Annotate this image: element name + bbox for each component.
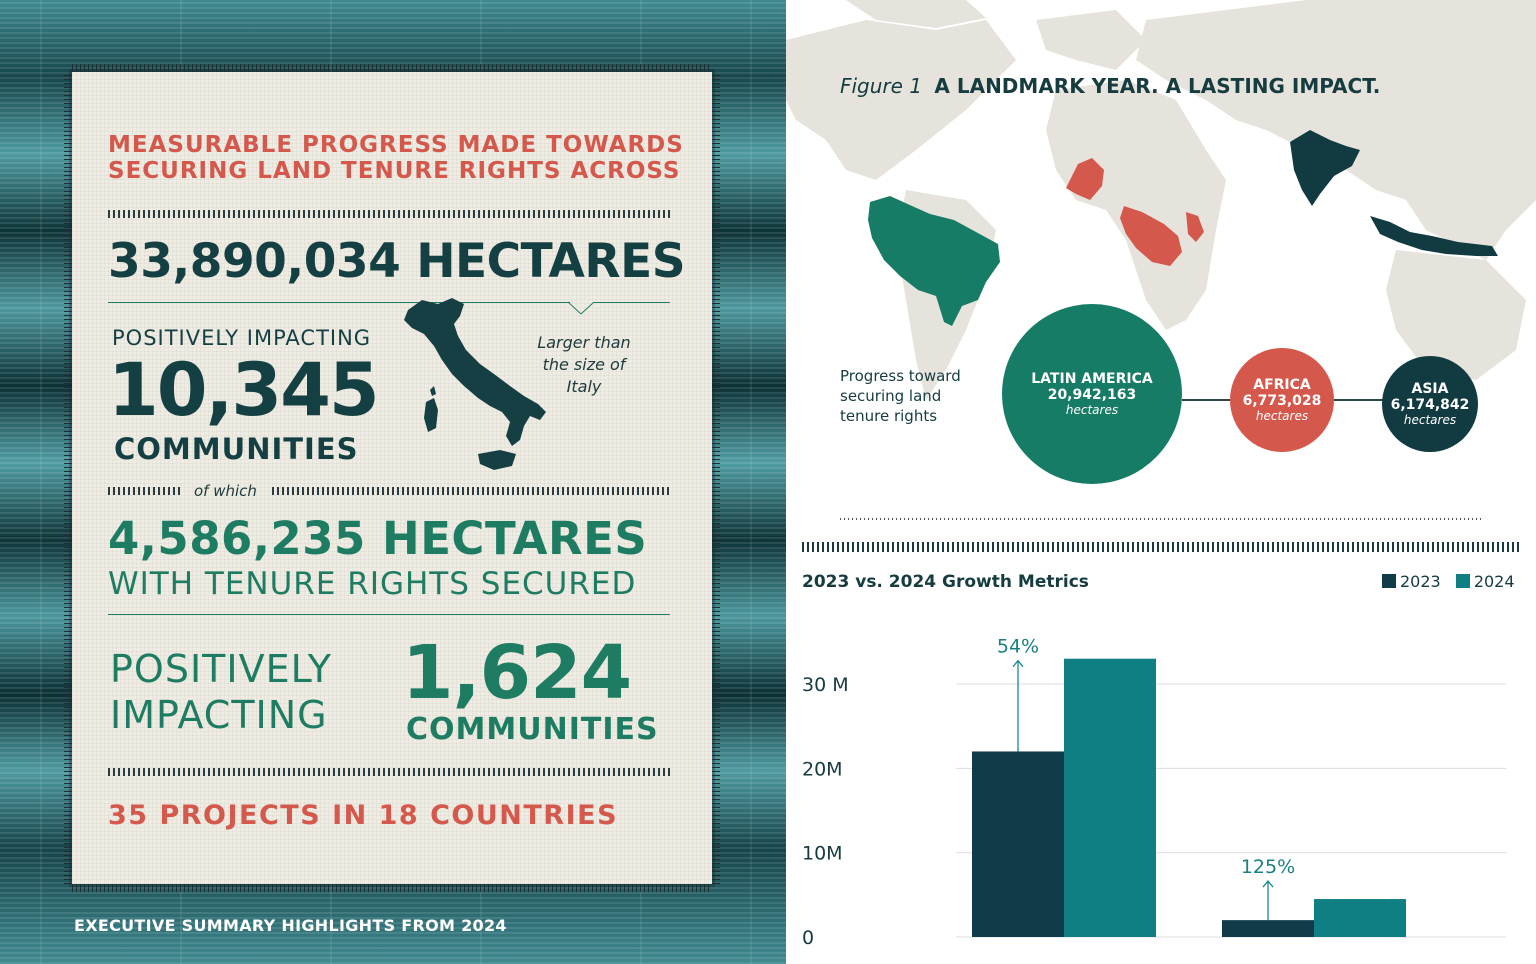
legend-label-2024: 2024 — [1473, 572, 1515, 591]
summary-card — [72, 72, 712, 884]
y-tick-label: 30 M — [802, 674, 849, 696]
italy-comparison-note: Larger than the size of Italy — [537, 333, 631, 396]
growth-percent-label: 125% — [1240, 856, 1296, 879]
total-hectares: 33,890,034 HECTARES — [108, 234, 686, 289]
legend-item-2024 — [1456, 572, 1515, 591]
bubble-unit: hectares — [1403, 413, 1457, 427]
figure-heading: A LANDMARK YEAR. A LASTING IMPACT. — [934, 74, 1381, 98]
latin-america-bubble — [1002, 304, 1182, 484]
stitch-divider — [272, 487, 670, 495]
growth-percent-label: 54% — [996, 635, 1040, 658]
chart-legend — [1372, 572, 1515, 591]
bubble-unit: hectares — [1255, 409, 1309, 423]
positively-impacting-label-2: POSITIVELY IMPACTING — [110, 647, 332, 737]
card-fringe-top — [72, 64, 712, 72]
stitch-divider — [802, 542, 1520, 552]
secured-hectares: 4,586,235 HECTARES — [108, 512, 648, 565]
rule-divider — [108, 614, 670, 615]
figure-title — [840, 74, 1380, 98]
secured-communities-count: 1,624 — [402, 630, 632, 716]
legend-swatch-2023 — [1382, 574, 1396, 588]
progress-label: Progress toward securing land tenure rights — [840, 367, 961, 425]
headline-line-1: MEASURABLE PROGRESS MADE TOWARDS — [108, 132, 684, 158]
stitch-divider — [108, 210, 670, 218]
footer-label: EXECUTIVE SUMMARY HIGHLIGHTS FROM 2024 — [74, 916, 507, 935]
bubble-value: 20,942,163 — [1047, 387, 1137, 403]
chart-title: 2023 vs. 2024 Growth Metrics — [802, 572, 1089, 592]
weave-thread — [40, 0, 42, 964]
of-which-label: of which — [194, 482, 257, 500]
figure-panel — [786, 0, 1536, 964]
secured-communities-label: COMMUNITIES — [406, 712, 659, 747]
card-fringe-bottom — [72, 884, 712, 892]
projects-countries: 35 PROJECTS IN 18 COUNTRIES — [108, 800, 619, 831]
bubble-value: 6,773,028 — [1242, 393, 1322, 409]
stitch-divider — [108, 768, 670, 776]
card-fringe-right — [712, 72, 720, 884]
y-tick-label: 20M — [802, 758, 843, 781]
growth-bar-chart — [786, 600, 1536, 964]
bar-2023-0 — [972, 751, 1064, 937]
communities-count: 10,345 — [108, 348, 378, 433]
bar-2023-1 — [1222, 920, 1314, 937]
card-fringe-left — [64, 72, 72, 884]
bubble-value: 6,174,842 — [1390, 397, 1470, 413]
legend-item-2023 — [1382, 572, 1446, 591]
y-tick-label: 10M — [802, 842, 843, 865]
bubble-region-name: ASIA — [1411, 381, 1449, 397]
positively-impacting-label: POSITIVELY IMPACTING — [112, 326, 372, 350]
bubble-region-name: AFRICA — [1253, 377, 1311, 393]
figure-label: Figure 1 — [840, 74, 923, 98]
headline-line-2: SECURING LAND TENURE RIGHTS ACROSS — [108, 158, 681, 184]
africa-bubble — [1230, 348, 1334, 452]
legend-swatch-2024 — [1456, 574, 1470, 588]
secured-label: WITH TENURE RIGHTS SECURED — [108, 566, 637, 602]
weave-thread — [750, 0, 752, 964]
asia-bubble — [1382, 356, 1478, 452]
bar-2024-0 — [1064, 659, 1156, 937]
headline — [108, 132, 684, 184]
communities-label: COMMUNITIES — [114, 432, 359, 466]
bubble-region-name: LATIN AMERICA — [1031, 371, 1153, 387]
stitch-divider — [108, 487, 182, 495]
bar-2024-1 — [1314, 899, 1406, 937]
legend-label-2023: 2023 — [1400, 572, 1441, 591]
bubble-unit: hectares — [1065, 403, 1119, 417]
dotted-divider — [840, 518, 1482, 520]
y-tick-label: 0 — [802, 927, 815, 949]
rule-divider — [594, 302, 670, 303]
